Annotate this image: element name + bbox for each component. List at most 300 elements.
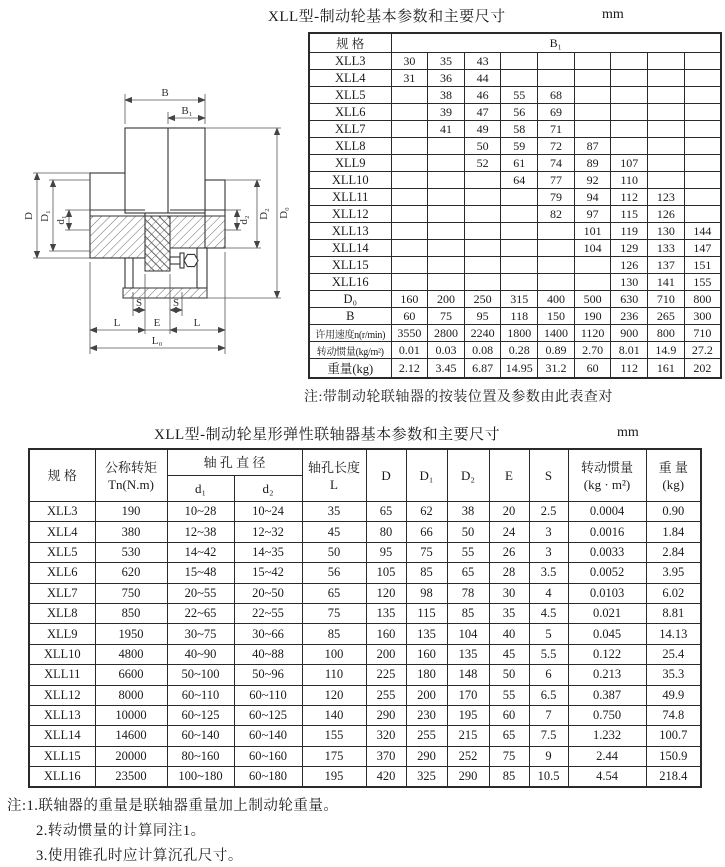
value-cell: 290 [406,746,447,766]
value-cell: 62 [406,502,447,522]
value-cell: 74 [538,155,575,172]
col-S: S [529,449,568,502]
value-cell: 160 [366,624,406,644]
value-cell [428,206,465,223]
value-cell: 0.03 [428,342,465,359]
value-cell: 107 [611,155,648,172]
value-cell [501,223,538,240]
value-cell: 92 [574,172,611,189]
value-cell [464,206,501,223]
value-cell [684,138,721,155]
table-row [29,603,701,623]
col-spec: 规 格 [29,449,95,502]
b1-header-cell: B₁ [391,33,721,53]
value-cell [611,53,648,70]
value-cell: 55 [501,87,538,104]
value-cell: 195 [447,705,489,725]
value-cell: 50 [302,542,366,562]
value-cell: 130 [648,223,685,240]
value-cell: 105 [366,563,406,583]
value-cell [428,138,465,155]
table-header-row [309,33,721,53]
table1-title: XLL型-制动轮基本参数和主要尺寸 [268,9,506,25]
value-cell: 255 [366,685,406,705]
value-cell: 60~110 [167,685,234,705]
value-cell [391,138,428,155]
value-cell: 147 [684,240,721,257]
value-cell [538,257,575,274]
value-cell: 118 [501,308,538,325]
value-cell: 75 [489,746,529,766]
value-cell: 420 [366,767,406,788]
table-row [29,542,701,562]
row-label-cell: XLL10 [309,172,391,189]
value-cell: 45 [489,644,529,664]
value-cell: 75 [302,603,366,623]
value-cell: 180 [406,665,447,685]
value-cell: 7.5 [529,726,568,746]
note-line-1: 注:1.联轴器的重量是联轴器重量加上制动轮重量。 [7,798,339,814]
value-cell: 135 [366,603,406,623]
value-cell: 49.9 [646,685,701,705]
value-cell: 64 [501,172,538,189]
value-cell: 315 [501,291,538,308]
value-cell: 4.5 [529,603,568,623]
row-label-cell: 转动惯量(kg/m²) [309,342,391,359]
value-cell: 77 [538,172,575,189]
inertia-unit: (kg · m²) [583,476,631,492]
value-cell [391,240,428,257]
table2-header-row1 [29,449,701,476]
value-cell [684,121,721,138]
value-cell: 6.87 [464,359,501,379]
value-cell: 30 [489,583,529,603]
value-cell: 20~50 [234,583,302,603]
table-row [29,726,701,746]
row-label-cell: XLL6 [29,563,95,583]
col-d1: d₁ [167,476,234,502]
table-row [309,53,721,70]
value-cell: 58 [501,121,538,138]
value-cell: 45 [302,522,366,542]
value-cell: 35.3 [646,665,701,685]
elastic-spider-section [145,216,170,271]
value-cell: 40 [489,624,529,644]
row-label-cell: XLL11 [29,665,95,685]
value-cell [684,104,721,121]
table-row [309,291,721,308]
value-cell: 160 [406,644,447,664]
value-cell [428,155,465,172]
value-cell: 0.045 [568,624,646,644]
row-label-cell: XLL12 [309,206,391,223]
value-cell: 130 [611,274,648,291]
value-cell [464,172,501,189]
value-cell: 3 [529,542,568,562]
value-cell: 10.5 [529,767,568,788]
value-cell: 39 [428,104,465,121]
row-label-cell: XLL4 [29,522,95,542]
row-label-cell: XLL10 [29,644,95,664]
value-cell: 14.95 [501,359,538,379]
value-cell [428,223,465,240]
value-cell: 36 [428,70,465,87]
row-label-cell: XLL5 [29,542,95,562]
value-cell [648,87,685,104]
value-cell [501,240,538,257]
value-cell: 4800 [95,644,167,664]
value-cell: 3.45 [428,359,465,379]
value-cell: 75 [428,308,465,325]
value-cell [428,257,465,274]
value-cell: 35 [489,603,529,623]
value-cell: 0.90 [646,502,701,522]
value-cell [648,70,685,87]
value-cell: 100 [302,644,366,664]
value-cell [428,172,465,189]
value-cell: 123 [648,189,685,206]
row-label-cell: 许用速度n(r/min) [309,325,391,342]
table-row [309,87,721,104]
value-cell: 95 [464,308,501,325]
col-weight [646,449,701,502]
value-cell: 85 [489,767,529,788]
value-cell: 1120 [574,325,611,342]
value-cell: 55 [447,542,489,562]
value-cell: 155 [684,274,721,291]
value-cell [648,121,685,138]
value-cell: 82 [538,206,575,223]
value-cell: 61 [501,155,538,172]
value-cell: 115 [611,206,648,223]
value-cell: 218.4 [646,767,701,788]
value-cell: 0.08 [464,342,501,359]
value-cell: 97 [574,206,611,223]
value-cell: 710 [648,291,685,308]
value-cell: 6600 [95,665,167,685]
dim-label-D1: D₁ [39,210,51,222]
table-row [309,325,721,342]
brake-wheel-table [308,32,722,379]
value-cell: 200 [366,644,406,664]
row-label-cell: XLL3 [29,502,95,522]
table-row [309,223,721,240]
value-cell: 160 [391,291,428,308]
value-cell [391,87,428,104]
value-cell: 2.70 [574,342,611,359]
coupling-parameters-table [28,448,702,788]
value-cell: 104 [574,240,611,257]
value-cell: 80~160 [167,746,234,766]
value-cell [501,257,538,274]
dim-label-D0: D₀ [278,207,290,219]
value-cell [391,206,428,223]
value-cell: 5.5 [529,644,568,664]
value-cell: 620 [95,563,167,583]
table-row [309,104,721,121]
row-label-cell: XLL16 [309,274,391,291]
dim-label-d2: d₂ [238,215,250,225]
value-cell: 195 [302,767,366,788]
col-bore-diameter: 轴 孔 直 径 [167,449,302,476]
value-cell: 10000 [95,705,167,725]
value-cell [428,274,465,291]
dim-label-S-right: S [172,297,180,309]
value-cell: 85 [302,624,366,644]
value-cell: 0.01 [391,342,428,359]
value-cell [391,223,428,240]
value-cell [538,274,575,291]
value-cell: 150.9 [646,746,701,766]
value-cell: 60~140 [167,726,234,746]
dim-label-D2: D₂ [258,208,270,220]
value-cell: 0.0004 [568,502,646,522]
value-cell: 112 [611,189,648,206]
value-cell: 65 [447,563,489,583]
dim-label-S-left: S [135,297,143,309]
value-cell: 69 [538,104,575,121]
value-cell: 110 [611,172,648,189]
value-cell: 630 [611,291,648,308]
value-cell: 100.7 [646,726,701,746]
value-cell: 202 [684,359,721,379]
value-cell [684,70,721,87]
value-cell [464,257,501,274]
value-cell: 40~88 [234,644,302,664]
table-row [29,665,701,685]
dim-label-B1: B₁ [181,105,193,117]
value-cell [648,138,685,155]
value-cell [538,240,575,257]
value-cell: 15~48 [167,563,234,583]
row-label-cell: XLL9 [29,624,95,644]
value-cell: 3 [529,522,568,542]
dim-label-L0: L₀ [151,335,163,347]
col-bore-length [302,449,366,502]
value-cell: 10~24 [234,502,302,522]
value-cell: 2.44 [568,746,646,766]
dim-label-E: E [153,317,161,329]
value-cell: 60~125 [167,705,234,725]
value-cell: 8.01 [611,342,648,359]
col-D: D [366,449,406,502]
table-row [29,522,701,542]
value-cell: 148 [447,665,489,685]
value-cell: 14.9 [648,342,685,359]
value-cell: 30~75 [167,624,234,644]
value-cell: 2.5 [529,502,568,522]
value-cell: 252 [447,746,489,766]
value-cell: 50 [489,665,529,685]
value-cell: 126 [611,257,648,274]
value-cell: 4 [529,583,568,603]
value-cell: 49 [464,121,501,138]
value-cell: 52 [464,155,501,172]
table-row [29,767,701,788]
value-cell [648,155,685,172]
table-row [309,342,721,359]
value-cell: 112 [611,359,648,379]
table-row [29,563,701,583]
value-cell: 50~96 [234,665,302,685]
value-cell: 3550 [391,325,428,342]
value-cell: 850 [95,603,167,623]
value-cell: 126 [648,206,685,223]
value-cell: 85 [447,603,489,623]
col-D1: D₁ [406,449,447,502]
value-cell: 119 [611,223,648,240]
value-cell: 1800 [501,325,538,342]
value-cell: 14~42 [167,542,234,562]
value-cell [574,121,611,138]
value-cell: 0.28 [501,342,538,359]
table-row [309,308,721,325]
value-cell [648,53,685,70]
value-cell [428,240,465,257]
value-cell: 24 [489,522,529,542]
value-cell: 60~110 [234,685,302,705]
value-cell: 74.8 [646,705,701,725]
value-cell: 75 [406,542,447,562]
value-cell [684,189,721,206]
table2-title: XLL型-制动轮星形弹性联轴器基本参数和主要尺寸 [154,427,501,443]
value-cell [611,70,648,87]
value-cell: 55 [489,685,529,705]
table-row [29,644,701,664]
value-cell: 50 [447,522,489,542]
value-cell: 400 [538,291,575,308]
value-cell: 140 [302,705,366,725]
value-cell: 6.02 [646,583,701,603]
value-cell [501,206,538,223]
value-cell: 41 [428,121,465,138]
value-cell: 133 [648,240,685,257]
value-cell: 31 [391,70,428,87]
value-cell: 0.387 [568,685,646,705]
value-cell: 60 [489,705,529,725]
value-cell: 7 [529,705,568,725]
value-cell: 800 [684,291,721,308]
value-cell: 2800 [428,325,465,342]
value-cell: 150 [538,308,575,325]
table-row [309,274,721,291]
value-cell [391,172,428,189]
value-cell: 370 [366,746,406,766]
value-cell [574,104,611,121]
value-cell: 98 [406,583,447,603]
table-row [29,705,701,725]
table-row [309,138,721,155]
value-cell: 0.122 [568,644,646,664]
row-label-cell: XLL15 [29,746,95,766]
value-cell: 530 [95,542,167,562]
value-cell [501,53,538,70]
row-label-cell: XLL13 [29,705,95,725]
value-cell: 200 [406,685,447,705]
row-label-cell: D₀ [309,291,391,308]
table-row [29,746,701,766]
value-cell: 0.0103 [568,583,646,603]
value-cell: 290 [447,767,489,788]
value-cell: 320 [366,726,406,746]
value-cell [684,87,721,104]
value-cell: 35 [428,53,465,70]
table-row [309,172,721,189]
value-cell: 129 [611,240,648,257]
value-cell [538,70,575,87]
value-cell: 155 [302,726,366,746]
value-cell [391,121,428,138]
dim-label-L-left: L [113,317,121,329]
value-cell: 56 [302,563,366,583]
value-cell: 60 [391,308,428,325]
value-cell: 8000 [95,685,167,705]
value-cell: 1.232 [568,726,646,746]
row-label-cell: XLL12 [29,685,95,705]
value-cell: 4.54 [568,767,646,788]
value-cell: 26 [489,542,529,562]
row-label-cell: XLL14 [309,240,391,257]
value-cell: 35 [302,502,366,522]
row-label-cell: XLL8 [29,603,95,623]
value-cell: 101 [574,223,611,240]
dim-label-d1: d₁ [55,215,67,225]
value-cell: 325 [406,767,447,788]
value-cell: 25.4 [646,644,701,664]
value-cell: 60~140 [234,726,302,746]
value-cell: 87 [574,138,611,155]
table1-note: 注:带制动轮联轴器的按装位置及参数由此表查对 [304,390,613,405]
value-cell: 65 [366,502,406,522]
value-cell: 22~55 [234,603,302,623]
row-label-cell: XLL11 [309,189,391,206]
value-cell: 65 [489,726,529,746]
value-cell: 225 [366,665,406,685]
value-cell: 800 [648,325,685,342]
value-cell: 44 [464,70,501,87]
value-cell: 47 [464,104,501,121]
value-cell: 68 [538,87,575,104]
value-cell [464,274,501,291]
table-row [309,189,721,206]
value-cell: 60 [574,359,611,379]
weight-label: 重 量 [658,459,688,475]
value-cell: 104 [447,624,489,644]
row-label-cell: 重量(kg) [309,359,391,379]
value-cell: 135 [406,624,447,644]
value-cell [611,104,648,121]
value-cell: 30~66 [234,624,302,644]
table-row [309,240,721,257]
value-cell [611,121,648,138]
value-cell: 79 [538,189,575,206]
value-cell: 20 [489,502,529,522]
value-cell: 50~100 [167,665,234,685]
value-cell: 1.84 [646,522,701,542]
table2-unit-label: mm [617,425,639,440]
value-cell: 500 [574,291,611,308]
table-row [309,121,721,138]
value-cell: 31.2 [538,359,575,379]
value-cell: 0.0033 [568,542,646,562]
row-label-cell: XLL8 [309,138,391,155]
value-cell: 12~38 [167,522,234,542]
value-cell [574,53,611,70]
row-label-cell: XLL7 [29,583,95,603]
weight-unit: (kg) [662,476,685,492]
value-cell: 2240 [464,325,501,342]
value-cell [574,257,611,274]
